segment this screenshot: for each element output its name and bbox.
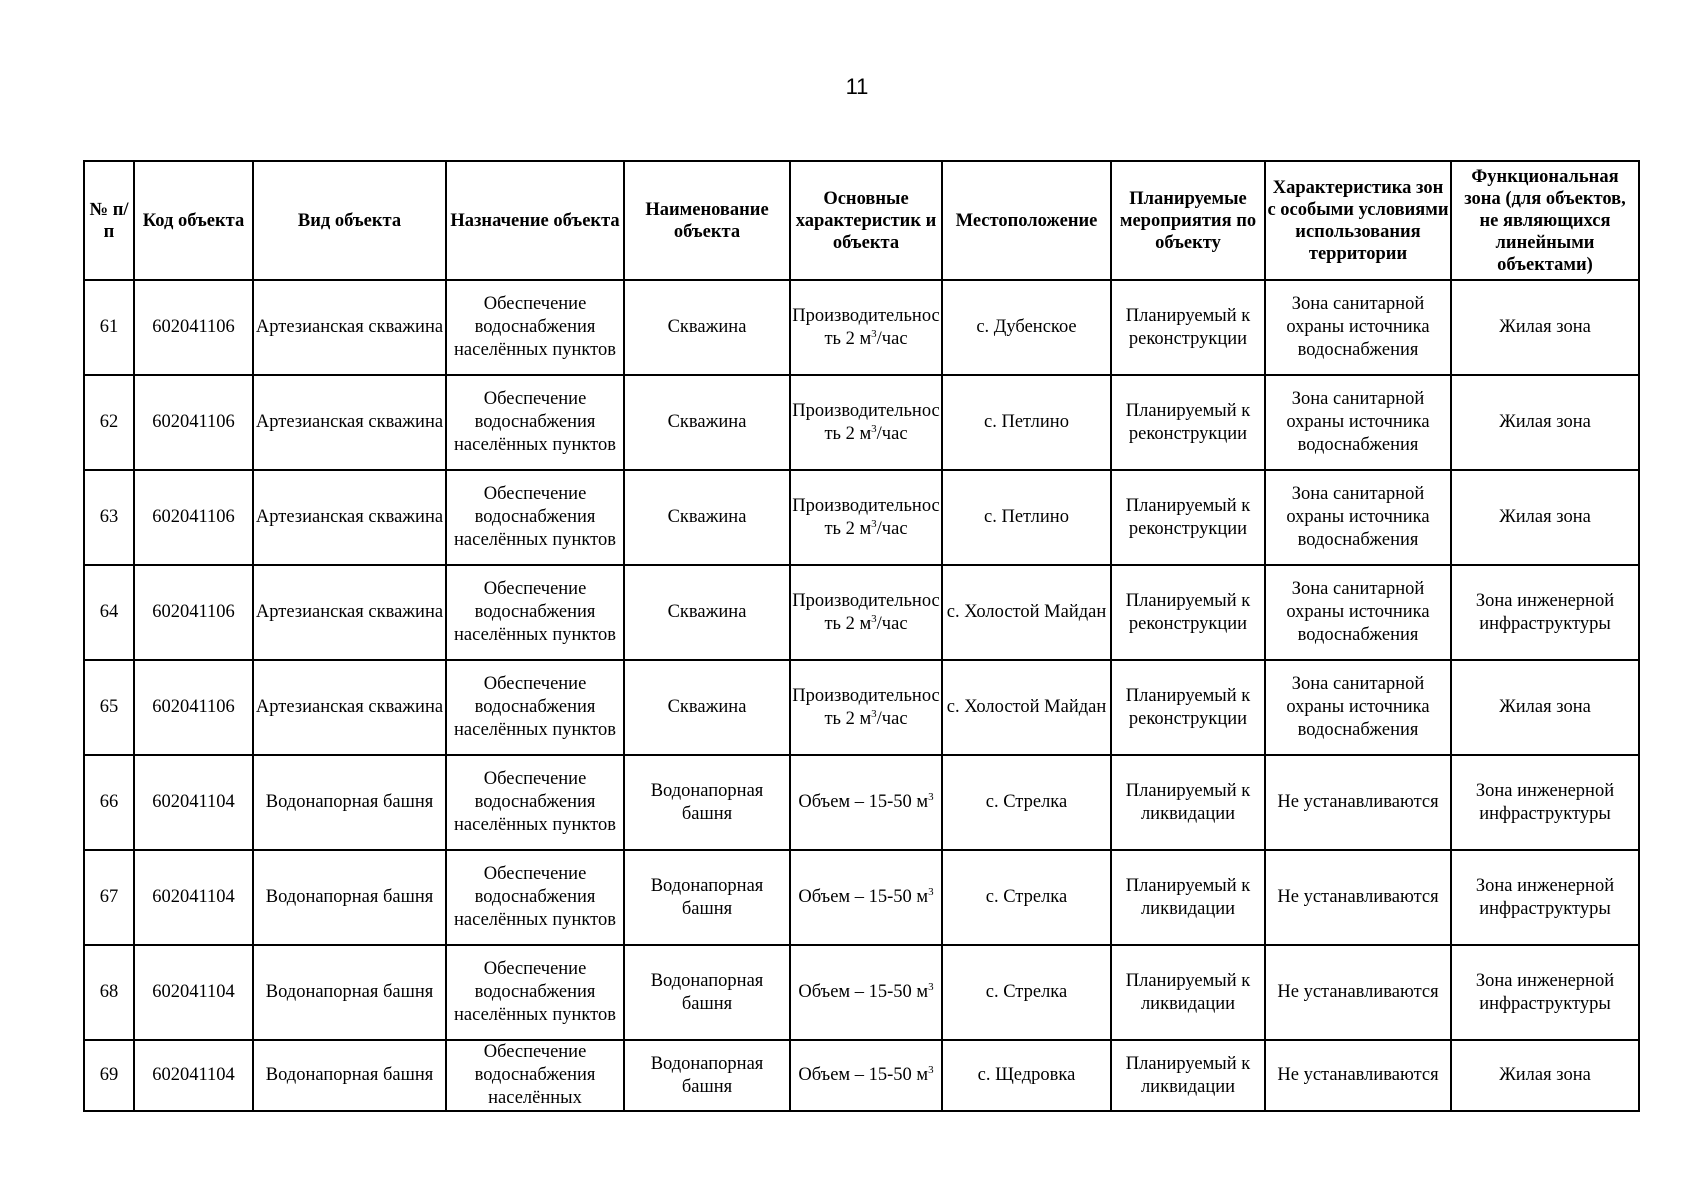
cell-name: Скважина <box>624 375 790 470</box>
cell-purpose: Обеспечение водоснабжения населённых пунктов <box>446 280 624 375</box>
cell-num: 61 <box>84 280 134 375</box>
table-body <box>84 280 1639 1111</box>
cell-code: 602041104 <box>134 945 253 1040</box>
cell-planned: Планируемый к ликвидации <box>1111 850 1265 945</box>
header-name: Наименование объекта <box>624 161 790 280</box>
cell-num: 64 <box>84 565 134 660</box>
cell-zones: Зона санитарной охраны источника водоснабжения <box>1265 660 1451 755</box>
cell-location: с. Петлино <box>942 375 1111 470</box>
header-type: Вид объекта <box>253 161 446 280</box>
header-num: № п/п <box>84 161 134 280</box>
cell-specs: Объем – 15-50 $м^3$ <box>790 1040 942 1111</box>
cell-location: с. Стрелка <box>942 850 1111 945</box>
cell-specs: Производительность 2 $м^3$/час <box>790 565 942 660</box>
cell-functional: Жилая зона <box>1451 660 1639 755</box>
cell-location: с. Петлино <box>942 470 1111 565</box>
cell-planned: Планируемый к реконструкции <box>1111 565 1265 660</box>
cell-code: 602041106 <box>134 375 253 470</box>
header-functional: Функциональная зона (для объектов, не являющихся линейными объектами) <box>1451 161 1639 280</box>
cell-planned: Планируемый к реконструкции <box>1111 660 1265 755</box>
cell-code: 602041104 <box>134 850 253 945</box>
cell-zones: Зона санитарной охраны источника водоснабжения <box>1265 375 1451 470</box>
cell-type: Артезианская скважина <box>253 660 446 755</box>
cell-planned: Планируемый к ликвидации <box>1111 755 1265 850</box>
cell-location: с. Стрелка <box>942 755 1111 850</box>
cell-planned: Планируемый к ликвидации <box>1111 945 1265 1040</box>
page-number: 11 <box>845 74 869 99</box>
cell-purpose: Обеспечение водоснабжения населённых пунктов <box>446 375 624 470</box>
cell-name: Скважина <box>624 565 790 660</box>
objects-table <box>83 160 1640 1112</box>
cell-code: 602041104 <box>134 1040 253 1111</box>
table-row <box>84 660 1639 755</box>
cell-purpose: Обеспечение водоснабжения населённых пунктов <box>446 470 624 565</box>
cell-code: 602041106 <box>134 660 253 755</box>
header-zones: Характеристика зон с особыми условиями использования территории <box>1265 161 1451 280</box>
cell-num: 69 <box>84 1040 134 1111</box>
cell-location: с. Холостой Майдан <box>942 660 1111 755</box>
table-row <box>84 280 1639 375</box>
cell-zones: Не устанавливаются <box>1265 1040 1451 1111</box>
cell-functional: Жилая зона <box>1451 280 1639 375</box>
cell-functional: Зона инженерной инфраструктуры <box>1451 850 1639 945</box>
cell-specs: Объем – 15-50 $м^3$ <box>790 850 942 945</box>
table-row <box>84 470 1639 565</box>
cell-code: 602041104 <box>134 755 253 850</box>
cell-type: Водонапорная башня <box>253 945 446 1040</box>
header-specs: Основные характеристик и объекта <box>790 161 942 280</box>
table-row <box>84 375 1639 470</box>
cell-type: Артезианская скважина <box>253 280 446 375</box>
cell-purpose: Обеспечение водоснабжения населённых пунктов <box>446 755 624 850</box>
header-location: Местоположение <box>942 161 1111 280</box>
cell-specs: Производительность 2 $м^3$/час <box>790 470 942 565</box>
cell-specs: Объем – 15-50 $м^3$ <box>790 755 942 850</box>
cell-num: 67 <box>84 850 134 945</box>
cell-location: с. Щедровка <box>942 1040 1111 1111</box>
cell-name: Водонапорная башня <box>624 945 790 1040</box>
cell-functional: Жилая зона <box>1451 470 1639 565</box>
cell-specs: Производительность 2 $м^3$/час <box>790 660 942 755</box>
cell-type: Артезианская скважина <box>253 375 446 470</box>
cell-type: Водонапорная башня <box>253 1040 446 1111</box>
cell-code: 602041106 <box>134 565 253 660</box>
cell-num: 68 <box>84 945 134 1040</box>
cell-name: Водонапорная башня <box>624 755 790 850</box>
cell-type: Водонапорная башня <box>253 755 446 850</box>
cell-type: Водонапорная башня <box>253 850 446 945</box>
cell-functional: Жилая зона <box>1451 1040 1639 1111</box>
cell-planned: Планируемый к реконструкции <box>1111 280 1265 375</box>
cell-purpose: Обеспечение водоснабжения населённых пунктов <box>446 565 624 660</box>
cell-num: 65 <box>84 660 134 755</box>
cell-name: Скважина <box>624 660 790 755</box>
cell-num: 66 <box>84 755 134 850</box>
cell-name: Скважина <box>624 280 790 375</box>
cell-zones: Не устанавливаются <box>1265 755 1451 850</box>
cell-functional: Жилая зона <box>1451 375 1639 470</box>
cell-functional: Зона инженерной инфраструктуры <box>1451 755 1639 850</box>
cell-specs: Производительность 2 $м^3$/час <box>790 375 942 470</box>
header-purpose: Назначение объекта <box>446 161 624 280</box>
cell-specs: Производительность 2 $м^3$/час <box>790 280 942 375</box>
cell-functional: Зона инженерной инфраструктуры <box>1451 565 1639 660</box>
cell-purpose: Обеспечение водоснабжения населённых пунктов <box>446 945 624 1040</box>
cell-functional: Зона инженерной инфраструктуры <box>1451 945 1639 1040</box>
cell-zones: Зона санитарной охраны источника водоснабжения <box>1265 470 1451 565</box>
cell-name: Скважина <box>624 470 790 565</box>
cell-zones: Зона санитарной охраны источника водоснабжения <box>1265 565 1451 660</box>
cell-num: 63 <box>84 470 134 565</box>
table-row <box>84 850 1639 945</box>
cell-purpose: Обеспечение водоснабжения населённых пунктов <box>446 850 624 945</box>
cell-planned: Планируемый к ликвидации <box>1111 1040 1265 1111</box>
table-header-row <box>84 161 1639 280</box>
table-row <box>84 565 1639 660</box>
header-planned: Планируемые мероприятия по объекту <box>1111 161 1265 280</box>
cell-zones: Зона санитарной охраны источника водоснабжения <box>1265 280 1451 375</box>
cell-planned: Планируемый к реконструкции <box>1111 470 1265 565</box>
header-code: Код объекта <box>134 161 253 280</box>
table-row <box>84 755 1639 850</box>
cell-zones: Не устанавливаются <box>1265 850 1451 945</box>
cell-zones: Не устанавливаются <box>1265 945 1451 1040</box>
cell-name: Водонапорная башня <box>624 1040 790 1111</box>
table-row <box>84 1040 1639 1111</box>
cell-location: с. Стрелка <box>942 945 1111 1040</box>
cell-type: Артезианская скважина <box>253 470 446 565</box>
cell-type: Артезианская скважина <box>253 565 446 660</box>
cell-location: с. Холостой Майдан <box>942 565 1111 660</box>
cell-purpose: Обеспечение водоснабжения населённых пунктов <box>446 660 624 755</box>
cell-code: 602041106 <box>134 280 253 375</box>
cell-planned: Планируемый к реконструкции <box>1111 375 1265 470</box>
cell-purpose: Обеспечение водоснабжения населённых <box>446 1040 624 1111</box>
cell-code: 602041106 <box>134 470 253 565</box>
cell-num: 62 <box>84 375 134 470</box>
cell-location: с. Дубенское <box>942 280 1111 375</box>
table-row <box>84 945 1639 1040</box>
cell-name: Водонапорная башня <box>624 850 790 945</box>
cell-specs: Объем – 15-50 $м^3$ <box>790 945 942 1040</box>
